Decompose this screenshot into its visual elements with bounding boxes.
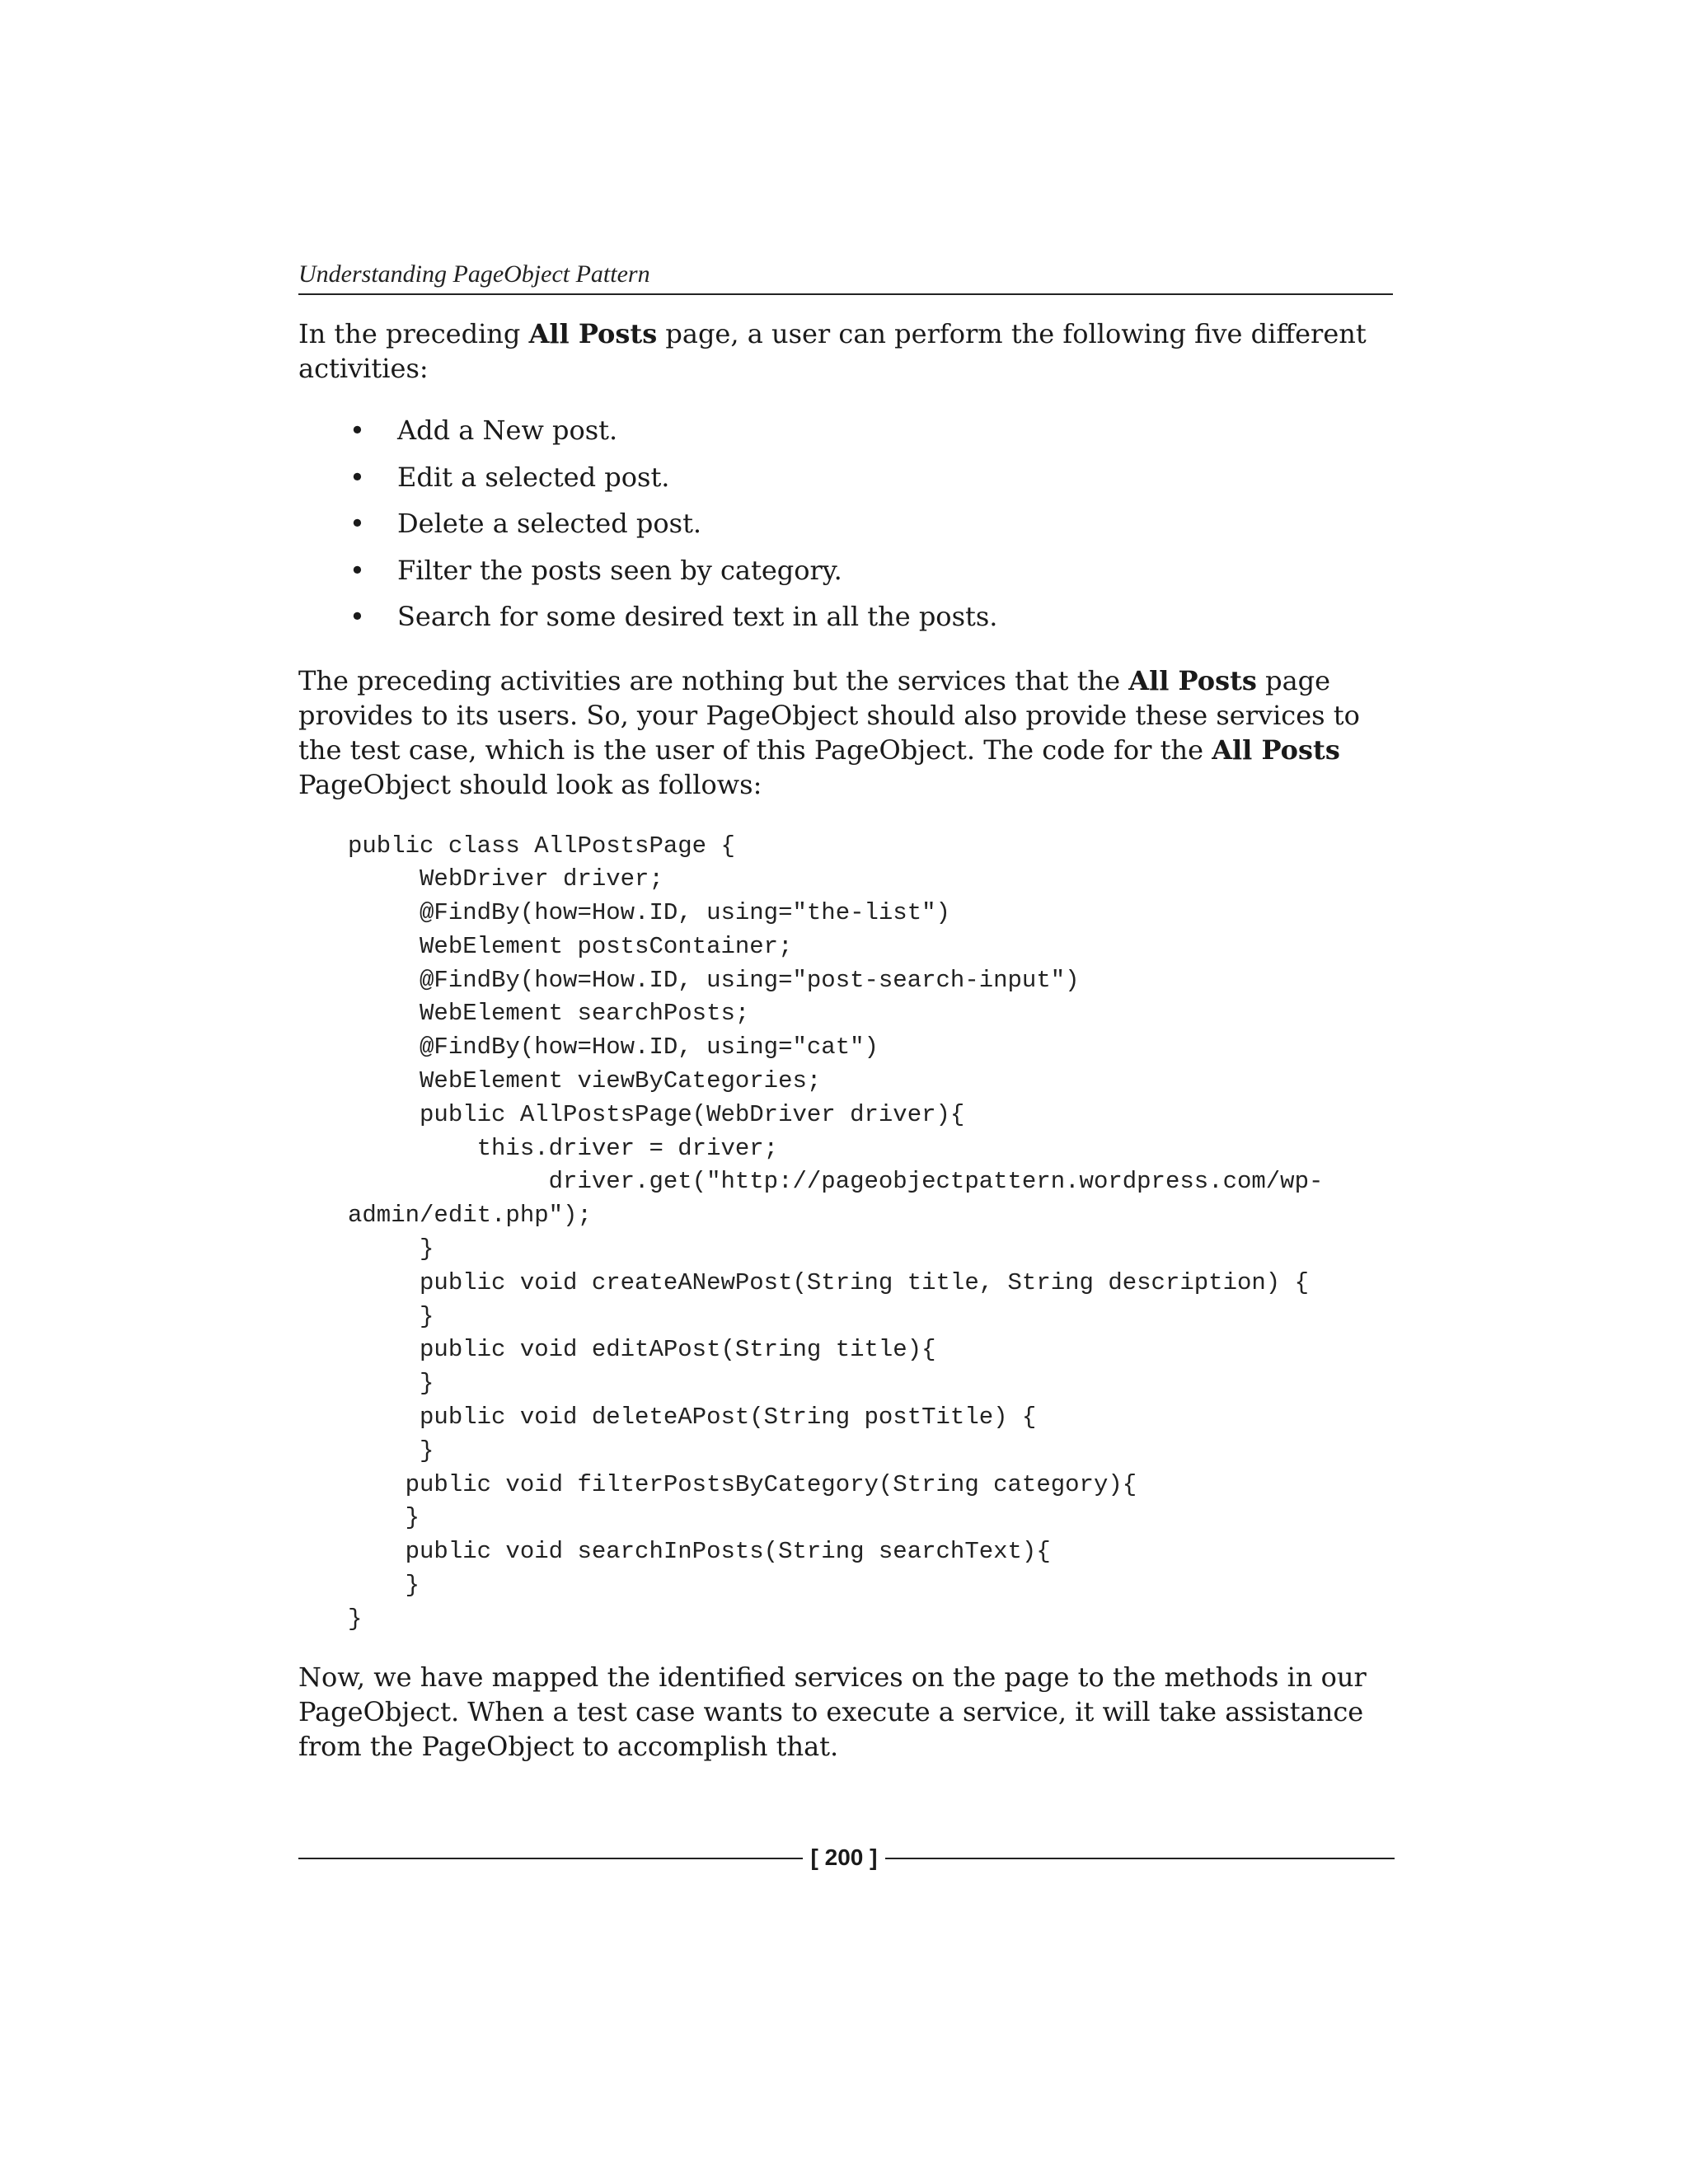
- running-title: Understanding PageObject Pattern: [298, 260, 650, 288]
- code-line: public void searchInPosts(String searchText){: [348, 1538, 1051, 1566]
- list-item-text: Delete a selected post.: [397, 508, 702, 539]
- page-footer: [298, 1841, 1395, 1874]
- code-line: }: [348, 1572, 420, 1600]
- services-bold-2: All Posts: [1212, 733, 1340, 766]
- code-line: driver.get("http://pageobjectpattern.wordpress.com/wp-: [348, 1168, 1324, 1196]
- code-line: public void createANewPost(String title, String description) {: [348, 1268, 1309, 1296]
- services-text-1: The preceding activities are nothing but the services that the: [298, 664, 1129, 696]
- code-line: }: [348, 1504, 420, 1532]
- list-item: [298, 500, 1395, 547]
- code-line: }: [348, 1370, 434, 1398]
- list-item: [298, 593, 1395, 640]
- code-line: WebElement searchPosts;: [348, 1000, 750, 1028]
- code-line: @FindBy(how=How.ID, using="the-list"): [348, 899, 950, 927]
- code-line: public AllPostsPage(WebDriver driver){: [348, 1100, 965, 1128]
- list-item-text: Add a New post.: [397, 415, 618, 446]
- page-body: [298, 316, 1395, 1764]
- services-text-3: PageObject should look as follows:: [298, 768, 762, 800]
- code-line: WebElement postsContainer;: [348, 932, 793, 960]
- intro-text-after: page, a user can perform the following five different activities:: [298, 318, 1367, 384]
- list-item: [298, 547, 1395, 594]
- code-line: this.driver = driver;: [348, 1134, 779, 1162]
- code-line: public void editAPost(String title){: [348, 1336, 936, 1364]
- intro-bold-term: All Posts: [528, 318, 658, 349]
- code-line: public void deleteAPost(String postTitle) {: [348, 1404, 1037, 1432]
- page-number: [ 200 ]: [810, 1844, 878, 1870]
- intro-text-before: In the preceding: [298, 318, 529, 349]
- activities-list: [298, 407, 1395, 640]
- services-text-2: page provides to its users. So, your PageObject should also provide these services to the test case, which is the user of this PageObject. The code for the: [298, 664, 1360, 766]
- running-header: [298, 260, 1393, 295]
- code-line: }: [348, 1605, 363, 1633]
- code-line: @FindBy(how=How.ID, using="cat"): [348, 1033, 879, 1062]
- intro-paragraph: [298, 316, 1395, 386]
- footer-rule-right: [885, 1858, 1395, 1859]
- code-line: @FindBy(how=How.ID, using="post-search-input"): [348, 966, 1080, 994]
- code-line: }: [348, 1235, 434, 1263]
- closing-paragraph: Now, we have mapped the identified services on the page to the methods in our PageObject. When a test case wants to execute a service, it will take assistance from the PageObject to accomplish that.: [298, 1661, 1367, 1762]
- code-line: }: [348, 1302, 434, 1330]
- code-line: admin/edit.php");: [348, 1202, 592, 1230]
- code-line: WebElement viewByCategories;: [348, 1067, 822, 1095]
- list-item: [298, 454, 1395, 501]
- code-line: WebDriver driver;: [348, 865, 663, 893]
- bullet-icon: •: [349, 554, 365, 586]
- code-block: [348, 830, 1395, 1637]
- bullet-icon: •: [349, 415, 365, 446]
- bullet-icon: •: [349, 508, 365, 539]
- footer-rule-left: [298, 1858, 803, 1859]
- list-item: [298, 407, 1395, 454]
- services-bold-1: All Posts: [1128, 664, 1257, 696]
- list-item-text: Edit a selected post.: [397, 461, 670, 493]
- bullet-icon: •: [349, 461, 365, 493]
- code-line: public class AllPostsPage {: [348, 832, 735, 860]
- bullet-icon: •: [349, 601, 365, 632]
- code-line: }: [348, 1436, 434, 1465]
- list-item-text: Filter the posts seen by category.: [397, 554, 842, 586]
- list-item-text: Search for some desired text in all the posts.: [397, 601, 998, 632]
- services-paragraph: [298, 663, 1395, 802]
- code-line: public void filterPostsByCategory(String category){: [348, 1470, 1137, 1498]
